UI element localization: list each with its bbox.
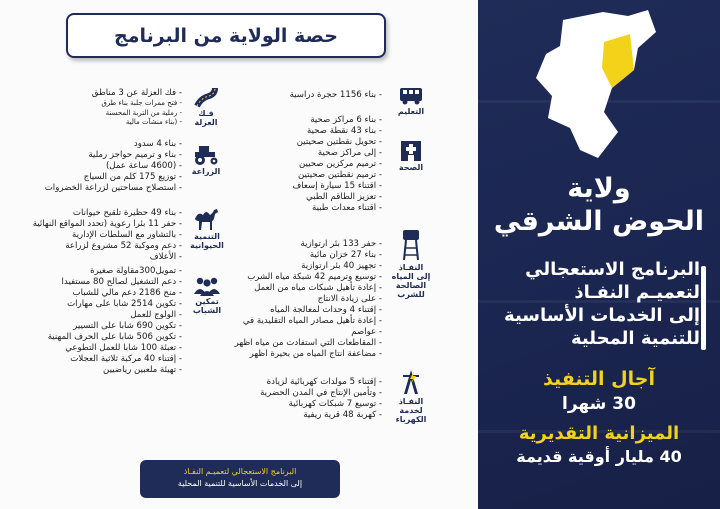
youth-items bbox=[30, 266, 182, 376]
list-item: - ترميم نقطتين صحيتين bbox=[297, 170, 382, 180]
list-item: - وتأمين الإنتاج في المدن الحضرية bbox=[260, 388, 382, 398]
livestock-items bbox=[30, 208, 182, 263]
health-sector-icon bbox=[393, 138, 429, 172]
list-item: - تعبئة 100 شابا للعمل التطوعي bbox=[65, 343, 182, 353]
bus-icon bbox=[398, 86, 424, 106]
list-item: - ترميم مركزين صحيين bbox=[298, 159, 382, 169]
health-items bbox=[280, 115, 382, 214]
list-item: - كهربة 48 قرية ريفية bbox=[303, 410, 382, 420]
health-label: الصحة bbox=[398, 163, 424, 172]
deadline-label: آجال التنفيذ bbox=[542, 368, 655, 390]
region-title bbox=[478, 172, 720, 238]
agriculture-label: الزراعة bbox=[191, 167, 221, 176]
list-item: - مضاعفة انتاج المياه من بحيرة اظهر bbox=[249, 349, 382, 359]
road-icon bbox=[193, 86, 219, 108]
map-icon bbox=[508, 8, 678, 178]
region-title-line-2: الحوض الشرقي bbox=[493, 206, 705, 237]
livestock-sector-icon bbox=[186, 205, 228, 250]
hospital-icon bbox=[398, 138, 424, 162]
list-item: - تكوين 506 شابا على الحرف المهنية bbox=[47, 332, 182, 342]
list-item: - بناء 4 سدود bbox=[133, 139, 182, 149]
program-line-4: للتنمية المحلية bbox=[571, 328, 700, 349]
youth-label: تمكين الشباب bbox=[192, 297, 222, 315]
electricity-sector-icon bbox=[391, 368, 431, 424]
tractor-icon bbox=[191, 142, 221, 166]
program-line-1: البرنامج الاستعجالي bbox=[525, 259, 700, 280]
budget-label: الميزانية التقديرية bbox=[518, 423, 680, 444]
list-item: - عواصم bbox=[351, 327, 382, 337]
list-item: - استصلاح مساحتين لزراعة الخضروات bbox=[44, 183, 182, 193]
footer-banner bbox=[140, 460, 340, 498]
list-item: - (4600 ساعة عمل) bbox=[105, 161, 182, 171]
list-item: - تكوين 2514 شابا على مهارات bbox=[67, 299, 182, 309]
list-item: - تجهيز 40 بئر ارتوازية bbox=[301, 261, 382, 271]
list-item: - إعادة تأهيل مصادر المياه التقليدية في bbox=[242, 316, 382, 326]
livestock-label: التنمية الحيوانية bbox=[190, 232, 224, 250]
agriculture-items bbox=[40, 139, 182, 194]
electricity-items bbox=[240, 377, 382, 421]
list-item: - بناء و ترميم حواجز رملية bbox=[88, 150, 182, 160]
list-item: - بناء 49 حظيرة تلقيح حيوانات bbox=[72, 208, 182, 218]
list-item: - تحويل نقطتين صحيتين bbox=[296, 137, 382, 147]
electricity-label: النفـاذ لخدمة الكهرباء bbox=[395, 397, 427, 424]
footer-line-1: البرنامج الاستعجالي لتعميـم النفـاذ bbox=[183, 467, 297, 476]
list-item: - إعادة تأهيل شبكات مياه من العمل bbox=[254, 283, 382, 293]
page-title: حصة الولاية من البرنامج bbox=[114, 24, 338, 47]
list-item: - توزيع 175 كلم من السياج bbox=[83, 172, 182, 182]
list-item: - فتح ممرات جلبة بناء طرق bbox=[101, 99, 182, 107]
list-item: - تكوين 690 شابا على التسيير bbox=[73, 321, 182, 331]
list-item: - توسيع وترميم 42 شبكة مياه الشرب bbox=[247, 272, 382, 282]
list-item: - الأعلاف bbox=[149, 252, 182, 262]
list-item: - إلى مراكز صحية bbox=[317, 148, 382, 158]
list-item: - حفر 133 بئر ارتوازية bbox=[300, 239, 382, 249]
people-icon bbox=[192, 276, 222, 296]
camel-icon bbox=[192, 205, 222, 231]
region-panel bbox=[478, 0, 720, 509]
list-item: - بناء 43 نقطة صحية bbox=[306, 126, 382, 136]
list-item: - تمويل300مقاولة صغيرة bbox=[90, 266, 182, 276]
region-title-line-1: ولاية bbox=[567, 173, 631, 204]
list-item: - الولوج للعمل bbox=[130, 310, 182, 320]
education-items bbox=[290, 90, 382, 101]
list-item: - حفر 11 بئرا رعوية (تحدد المواقع النهائية bbox=[32, 219, 182, 229]
youth-sector-icon bbox=[186, 276, 228, 315]
list-item: - إقتناء 40 مركبة ثلاثية العجلات bbox=[70, 354, 182, 364]
budget-value: 40 مليار أوقية قديمة bbox=[516, 447, 682, 466]
list-item: - بناء 27 خزان مائية bbox=[309, 250, 382, 260]
program-title bbox=[486, 258, 700, 350]
list-item: - على زيادة الانتاج bbox=[317, 294, 382, 304]
agriculture-sector-icon bbox=[188, 142, 224, 176]
deadline-value: 30 شهرا bbox=[562, 394, 636, 414]
list-item: - دعم وموكبة 52 مشروع لزراعة bbox=[65, 241, 182, 251]
title-accent-bar bbox=[701, 266, 706, 350]
header-banner bbox=[66, 13, 386, 58]
list-item: - المقاطعات التي استفادت من مياه اظهر bbox=[234, 338, 382, 348]
footer-line-2: إلى الخدمات الأساسية للتنمية المحلية bbox=[177, 479, 303, 488]
water-sector-icon bbox=[391, 228, 431, 299]
list-item: - (بناء منشآت مالية bbox=[125, 118, 182, 126]
list-item: - بناء 6 مراكز صحية bbox=[310, 115, 382, 125]
road-label: فـك العزلة bbox=[194, 109, 218, 127]
list-item: - رملية من التربة المحسنة bbox=[105, 108, 182, 117]
list-item: - بناء 1156 حجرة دراسية bbox=[289, 90, 382, 100]
education-sector-icon bbox=[393, 86, 429, 116]
road-items bbox=[70, 88, 182, 128]
list-item: - تهيئة ملعبين رياضيين bbox=[103, 365, 182, 375]
water-items bbox=[228, 239, 382, 360]
list-item: - اقتناء معدات طبية bbox=[311, 203, 382, 213]
water-tower-icon bbox=[400, 228, 422, 262]
list-item: - فك العزلة عن 3 مناطق bbox=[91, 88, 182, 98]
water-label: النفـاذ إلى المياه الصالحة للشرب bbox=[391, 263, 431, 299]
education-label: التعليم bbox=[397, 107, 425, 116]
program-line-2: لتعميـم النفـاذ bbox=[574, 282, 700, 303]
list-item: - توسيع 7 شبكات كهربائية bbox=[288, 399, 382, 409]
power-tower-icon bbox=[400, 368, 422, 396]
list-item: - منح 2186 دعم مالي للشباب bbox=[72, 288, 182, 298]
road-sector-icon bbox=[188, 86, 224, 127]
list-item: - اقتناء 15 سيارة إسعاف bbox=[292, 181, 382, 191]
program-line-3: إلى الخدمات الأساسية bbox=[504, 305, 700, 326]
list-item: - بالتشاور مع السلطات الإدارية bbox=[72, 230, 182, 240]
list-item: - إقتناء 4 وحدات لمعالجة المياه bbox=[270, 305, 382, 315]
list-item: - تعزيز الطاقم الطبي bbox=[305, 192, 382, 202]
list-item: - دعم التشغيل لصالح 80 مستفيدا bbox=[61, 277, 182, 287]
list-item: - إقتناء 5 مولدات كهربائية لزيادة bbox=[266, 377, 382, 387]
